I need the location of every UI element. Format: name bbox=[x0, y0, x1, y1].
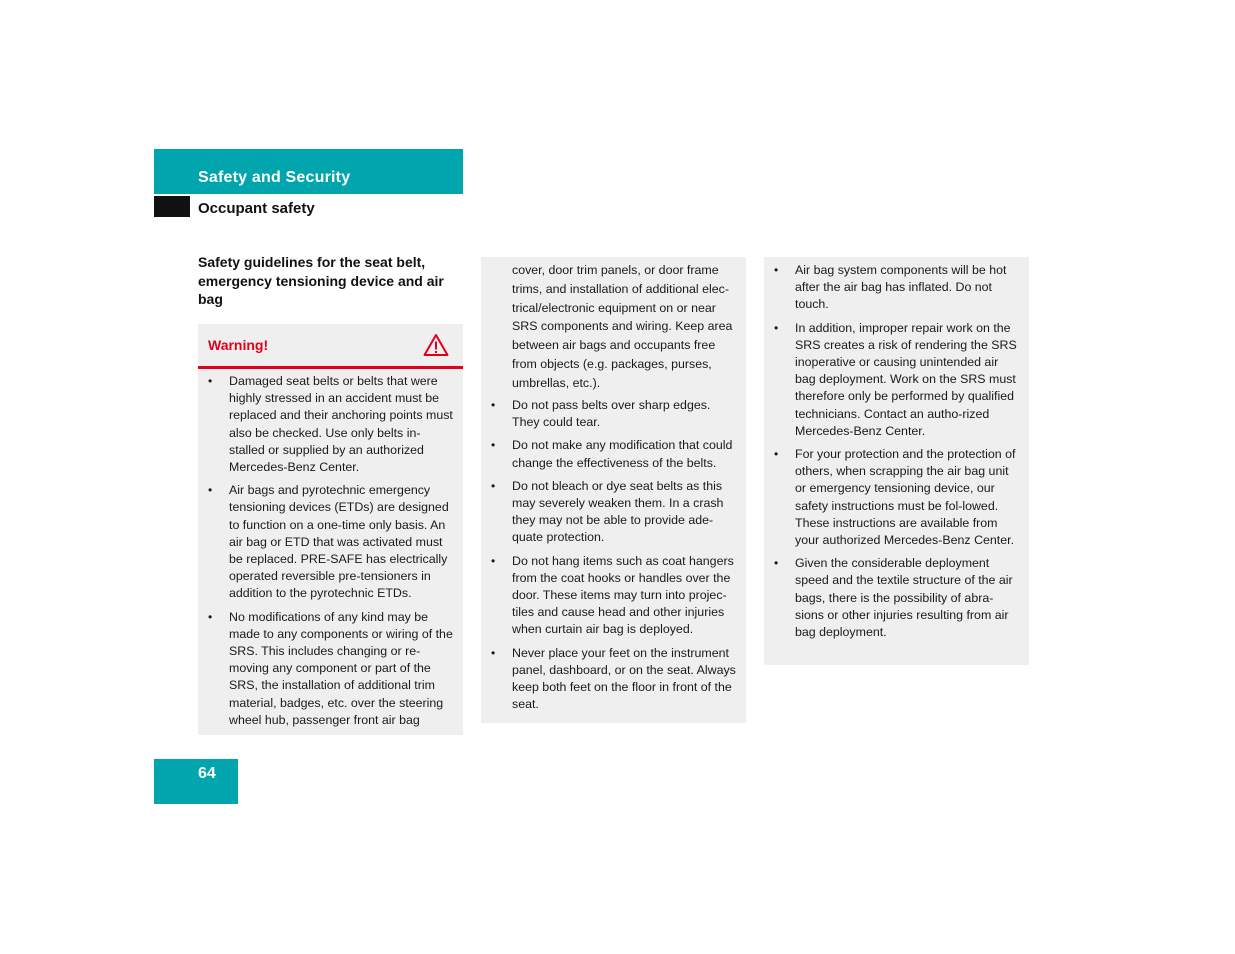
page-number-box bbox=[154, 759, 238, 804]
list-item: • Do not pass belts over sharp edges. They could tear. bbox=[491, 397, 739, 431]
warning-label: Warning! bbox=[208, 337, 269, 353]
list-item: • Do not bleach or dye seat belts as this may severely weaken them. In a crash they may not be able to provide ade-quate protection. bbox=[491, 478, 739, 547]
warning-panel-1 bbox=[198, 324, 463, 735]
list-item: • Air bag system components will be hot after the air bag has inflated. Do not touch. bbox=[774, 262, 1022, 314]
subsection-title: Occupant safety bbox=[198, 200, 315, 217]
section-marker-tab bbox=[154, 196, 190, 217]
list-item: • No modifications of any kind may be made to any components or wiring of the SRS. This includes changing or re-moving any component or part of the SRS, the installation of additional trim material, badges, etc. over the steering wheel hub, passenger front air bag bbox=[208, 609, 456, 729]
warning-header bbox=[198, 324, 463, 369]
list-item: • Do not make any modification that could change the effectiveness of the belts. bbox=[491, 437, 739, 471]
list-item: • Given the considerable deployment speed and the textile structure of the air bags, there is the possibility of abra-sions or other injuries resulting from air bag deployment. bbox=[774, 555, 1022, 641]
list-item: • For your protection and the protection of others, when scrapping the air bag unit or emergency tensioning device, our safety instructions must be fol-lowed. These instructions are available from your authorized Mercedes-Benz Center. bbox=[774, 446, 1022, 549]
warning-list-2 bbox=[491, 397, 739, 719]
page-number: 64 bbox=[198, 765, 216, 782]
warning-panel-2 bbox=[481, 257, 746, 723]
warning-list-3 bbox=[774, 262, 1022, 647]
warning-panel-3 bbox=[764, 257, 1029, 665]
section-title: Safety and Security bbox=[198, 169, 351, 186]
warning-triangle-icon bbox=[423, 333, 449, 357]
list-item: • Do not hang items such as coat hangers from the coat hooks or handles over the door. These items may turn into projec-tiles and cause head and other injuries when curtain air bag is deployed. bbox=[491, 553, 739, 639]
page-heading: Safety guidelines for the seat belt, emergency tensioning device and air bag bbox=[198, 254, 444, 307]
warning-list-1 bbox=[208, 373, 456, 735]
list-item: • Never place your feet on the instrument panel, dashboard, or on the seat. Always keep both feet on the floor in front of the seat. bbox=[491, 645, 739, 714]
list-item: • Air bags and pyrotechnic emergency tensioning devices (ETDs) are designed to function on a one-time only basis. An air bag or ETD that was activated must be replaced. PRE-SAFE has electrically operated reversible pre-tensioners in addition to the pyrotechnic ETDs. bbox=[208, 482, 456, 602]
list-item: • Damaged seat belts or belts that were highly stressed in an accident must be replaced and their anchoring points must also be checked. Use only belts in-stalled or supplied by an authorized Mercedes-Benz Center. bbox=[208, 373, 456, 476]
list-item: • In addition, improper repair work on the SRS creates a risk of rendering the SRS inoperative or causing unintended air bag deployment. Work on the SRS must therefore only be performed by qualified technicians. Contact an autho-rized Mercedes-Benz Center. bbox=[774, 320, 1022, 440]
continued-text: cover, door trim panels, or door frame trims, and installation of additional elec-trical/electronic equipment on or near SRS components and wiring. Keep area between air bags and occupants free from objects (e.g. packages, purses, umbrellas, etc.). bbox=[512, 263, 733, 390]
